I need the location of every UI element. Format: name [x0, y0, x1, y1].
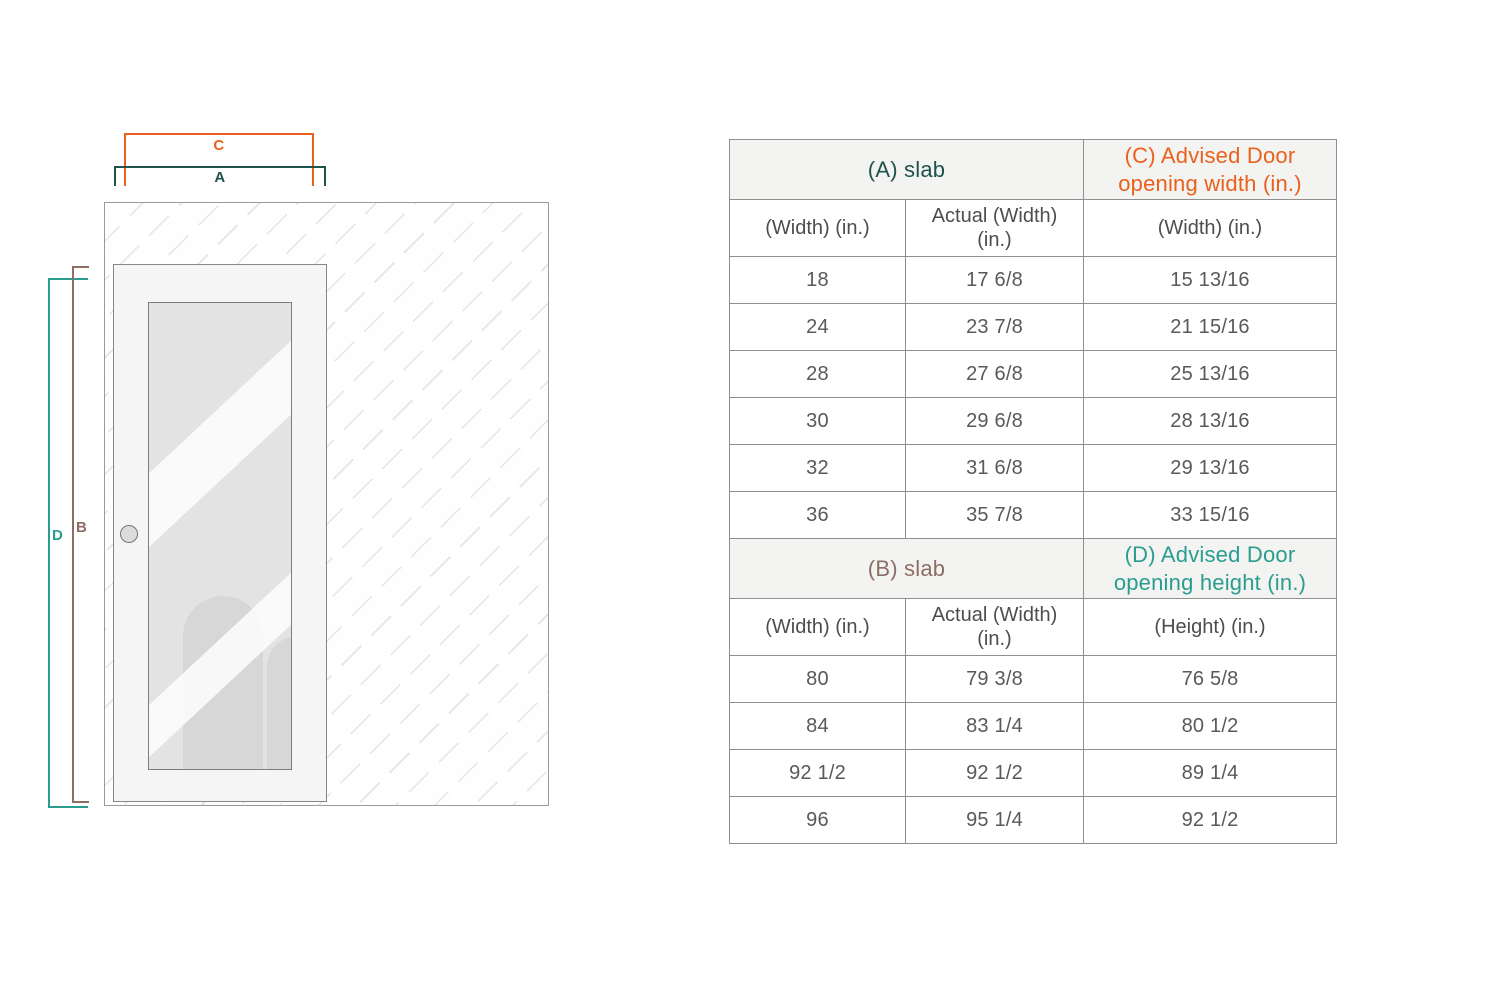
- section-b-header-row: [730, 539, 1337, 599]
- table-cell: 95 1/4: [906, 797, 1084, 844]
- table-cell: 92 1/2: [730, 750, 906, 797]
- table-row: [730, 656, 1337, 703]
- table-cell: 80: [730, 656, 906, 703]
- table-row: [730, 750, 1337, 797]
- table-row: [730, 257, 1337, 304]
- column-header: (Width) (in.): [730, 599, 906, 656]
- table-cell: 76 5/8: [1084, 656, 1337, 703]
- table-cell: 30: [730, 398, 906, 445]
- table-cell: 18: [730, 257, 906, 304]
- table-cell: 28: [730, 351, 906, 398]
- table-row: [730, 398, 1337, 445]
- advised-height-title: (D) Advised Door opening height (in.): [1084, 539, 1337, 599]
- table-row: [730, 351, 1337, 398]
- dimension-label-a: A: [214, 169, 226, 186]
- section-b-subheader-row: [730, 599, 1337, 656]
- table-row: [730, 797, 1337, 844]
- table-cell: 24: [730, 304, 906, 351]
- table-cell: 29 6/8: [906, 398, 1084, 445]
- table-cell: 92 1/2: [1084, 797, 1337, 844]
- table-cell: 27 6/8: [906, 351, 1084, 398]
- glass-reflection-stripe: [148, 302, 292, 599]
- dimension-label-c: C: [213, 137, 225, 154]
- column-header: (Width) (in.): [730, 200, 906, 257]
- door-glass-panel: [148, 302, 292, 770]
- table-cell: 92 1/2: [906, 750, 1084, 797]
- table-cell: 21 15/16: [1084, 304, 1337, 351]
- table-cell: 36: [730, 492, 906, 539]
- table-cell: 17 6/8: [906, 257, 1084, 304]
- column-header: Actual (Width) (in.): [906, 599, 1084, 656]
- door-knob: [120, 525, 138, 543]
- table-cell: 32: [730, 445, 906, 492]
- table-row: [730, 304, 1337, 351]
- table-cell: 25 13/16: [1084, 351, 1337, 398]
- table-cell: 23 7/8: [906, 304, 1084, 351]
- column-header: (Height) (in.): [1084, 599, 1337, 656]
- glass-reflection-arch: [267, 636, 292, 770]
- table-cell: 31 6/8: [906, 445, 1084, 492]
- dimension-label-b: B: [76, 518, 88, 536]
- door-size-table: [729, 139, 1337, 844]
- table-cell: 79 3/8: [906, 656, 1084, 703]
- table-cell: 29 13/16: [1084, 445, 1337, 492]
- table-cell: 33 15/16: [1084, 492, 1337, 539]
- column-header: Actual (Width) (in.): [906, 200, 1084, 257]
- advised-width-title: (C) Advised Door opening width (in.): [1084, 140, 1337, 200]
- table-cell: 80 1/2: [1084, 703, 1337, 750]
- table-cell: 35 7/8: [906, 492, 1084, 539]
- table-cell: 28 13/16: [1084, 398, 1337, 445]
- table-cell: 89 1/4: [1084, 750, 1337, 797]
- table-row: [730, 445, 1337, 492]
- section-a-title: (A) slab: [730, 140, 1084, 200]
- table-cell: 96: [730, 797, 906, 844]
- table-cell: 15 13/16: [1084, 257, 1337, 304]
- dimension-bracket-b: [72, 266, 89, 803]
- section-a-header-row: [730, 140, 1337, 200]
- table-row: [730, 703, 1337, 750]
- table-row: [730, 492, 1337, 539]
- section-a-subheader-row: [730, 200, 1337, 257]
- dimension-bracket-a: [114, 166, 326, 186]
- table-cell: 84: [730, 703, 906, 750]
- dimension-label-d: D: [52, 527, 64, 545]
- section-b-title: (B) slab: [730, 539, 1084, 599]
- column-header: (Width) (in.): [1084, 200, 1337, 257]
- table-cell: 83 1/4: [906, 703, 1084, 750]
